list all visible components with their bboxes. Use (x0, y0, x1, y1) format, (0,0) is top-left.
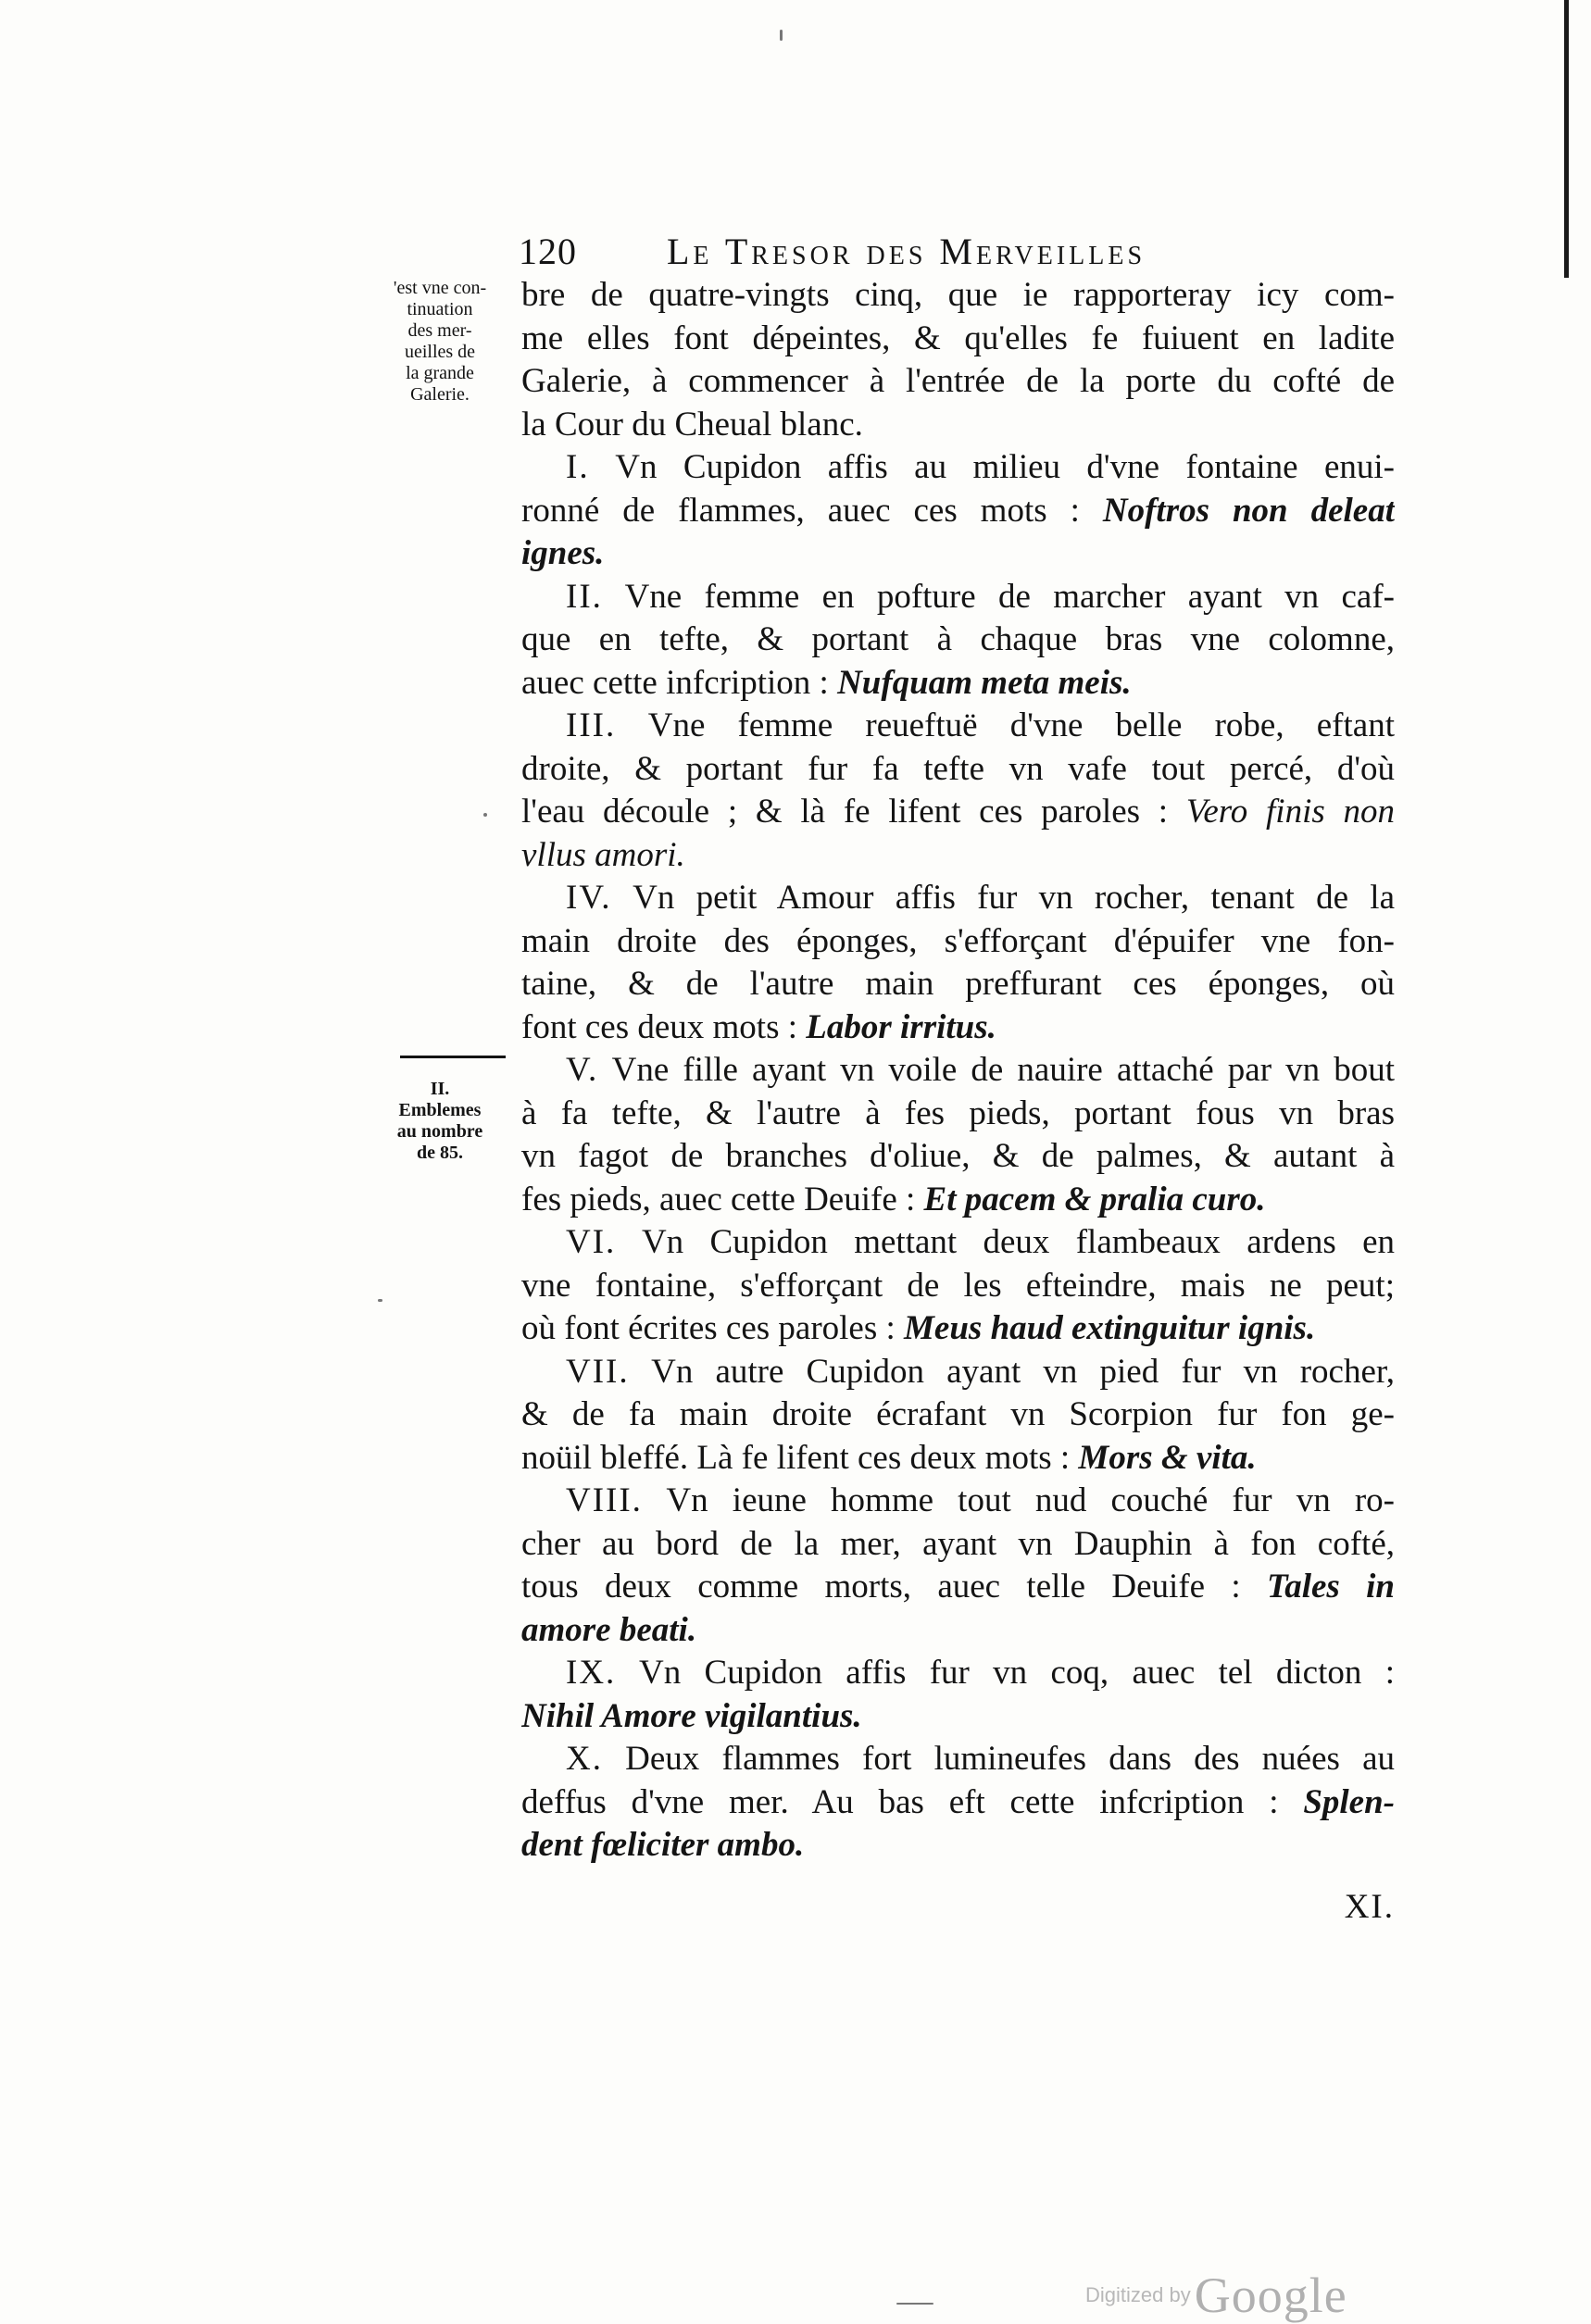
text-line: Galerie, à commencer à l'entrée de la porte du cofté de (521, 362, 1395, 400)
emblem-4-line (521, 1006, 1395, 1050)
emblem-text: Vne femme en pofture de marcher ayant vn caf- (624, 577, 1395, 616)
emblem-8-line (521, 1480, 1395, 1523)
google-logo: Google (1194, 2268, 1347, 2323)
emblem-motto: Meus haud extinguitur ignis. (904, 1309, 1316, 1347)
emblem-4-line (521, 877, 1395, 920)
emblem-text: fes pieds, auec cette Deuife : (521, 1180, 916, 1218)
emblem-motto: dent fœliciter ambo. (521, 1826, 805, 1864)
emblem-6-line (521, 1307, 1395, 1351)
emblem-4-line: main droite des éponges, s'efforçant d'épuifer vne fon- (521, 921, 1395, 960)
page-number: 120 (519, 231, 577, 272)
emblem-numeral: V. (566, 1051, 599, 1089)
emblem-2-line (521, 576, 1395, 619)
digitized-watermark (1085, 2267, 1347, 2323)
ink-speck (780, 30, 783, 41)
emblem-7-line (521, 1437, 1395, 1481)
margin-note-line: ueilles de (404, 342, 476, 362)
emblem-1-line (521, 490, 1395, 533)
emblem-text: Vn autre Cupidon ayant vn pied fur vn rocher, (651, 1352, 1395, 1391)
emblem-text: Vn Cupidon affis au milieu d'vne fontaine enui- (615, 448, 1395, 486)
emblem-motto: Splen- (1303, 1782, 1395, 1821)
margin-note-line: Emblemes (398, 1100, 482, 1120)
emblem-3-line (521, 834, 1395, 878)
emblem-5-line: à fa tefte, & l'autre à fes pieds, portant fous vn bras (521, 1093, 1395, 1132)
emblem-5-line (521, 1049, 1395, 1093)
emblem-2-line: que en tefte, & portant à chaque bras vne colomne, (521, 620, 1395, 658)
emblem-text: Vn ieune homme tout nud couché fur vn ro- (666, 1481, 1395, 1519)
emblem-6-line: vne fontaine, s'efforçant de les efteindre, mais ne peut; (521, 1266, 1395, 1305)
page-edge-line (1564, 0, 1569, 278)
emblem-numeral: III. (566, 706, 617, 744)
margin-rule (400, 1056, 506, 1058)
margin-note-line: des mer- (407, 320, 472, 341)
emblem-text: Deux flammes fort lumineufes dans des nuées au (625, 1740, 1395, 1778)
emblem-motto: amore beati. (521, 1610, 697, 1649)
emblem-9-line (521, 1695, 1395, 1739)
emblem-2-line (521, 662, 1395, 706)
emblem-6-line (521, 1221, 1395, 1265)
emblem-numeral: II. (566, 577, 603, 616)
emblem-8-line (521, 1566, 1395, 1609)
emblem-4-line: taine, & de l'autre main preffurant ces éponges, où (521, 965, 1395, 1003)
emblem-3-line (521, 791, 1395, 834)
emblem-9-line (521, 1652, 1395, 1695)
digitized-by-text: Digitized by (1085, 2283, 1191, 2306)
margin-note-line: de 85. (417, 1143, 463, 1163)
emblem-numeral: X. (566, 1740, 603, 1778)
ink-speck (483, 813, 487, 817)
emblem-text: Vn petit Amour affis fur vn rocher, tenant de la (633, 879, 1395, 917)
emblem-text: Vne fille ayant vn voile de nauire attaché par vn bout (611, 1051, 1395, 1089)
emblem-text: ronné de flammes, auec ces mots : (521, 491, 1080, 530)
emblem-3-line (521, 705, 1395, 748)
emblem-numeral: VI. (566, 1223, 617, 1261)
emblem-motto: vllus amori. (521, 835, 685, 874)
ink-speck (896, 2303, 933, 2305)
margin-note-continuation (370, 278, 509, 406)
emblem-10-line (521, 1824, 1395, 1868)
emblem-1-line (521, 532, 1395, 576)
emblem-text: l'eau découle ; & là fe lifent ces paroles : (521, 793, 1169, 831)
emblem-5-line: vn fagot de branches d'oliue, & de palmes, & autant à (521, 1137, 1395, 1175)
emblem-motto: Mors & vita. (1078, 1438, 1257, 1477)
emblem-8-line (521, 1609, 1395, 1653)
body-text (521, 274, 1395, 1868)
margin-note-emblems (370, 1079, 509, 1164)
emblem-3-line: droite, & portant fur fa tefte vn vafe tout percé, d'où (521, 749, 1395, 788)
text-line: me elles font dépeintes, & qu'elles fe fuiuent en ladite (521, 319, 1395, 357)
emblem-motto: Noftros non deleat (1102, 491, 1395, 530)
emblem-numeral: VII. (566, 1352, 630, 1391)
emblem-motto: Vero finis non (1185, 793, 1395, 831)
margin-note-line: Galerie. (410, 384, 470, 405)
emblem-7-line: & de fa main droite écrafant vn Scorpion fur fon ge- (521, 1395, 1395, 1433)
margin-note-line: tinuation (407, 299, 473, 319)
emblem-numeral: IX. (566, 1654, 617, 1692)
emblem-motto: Tales in (1267, 1568, 1395, 1606)
emblem-10-line (521, 1738, 1395, 1781)
emblem-7-line (521, 1351, 1395, 1394)
emblem-text: tous deux comme morts, auec telle Deuife : (521, 1568, 1241, 1606)
ink-speck (378, 1299, 382, 1302)
emblem-text: auec cette infcription : (521, 663, 829, 702)
emblem-text: noüil bleffé. Là fe lifent ces deux mots : (521, 1438, 1071, 1477)
emblem-text: font ces deux mots : (521, 1007, 798, 1046)
emblem-text: où font écrites ces paroles : (521, 1309, 896, 1347)
running-title: Le Tresor des Merveilles (667, 231, 1146, 272)
text-line: la Cour du Cheual blanc. (521, 405, 863, 444)
margin-note-line: la grande (406, 363, 474, 383)
emblem-motto: Et pacem & pralia curo. (923, 1180, 1266, 1218)
emblem-numeral: I. (566, 448, 590, 486)
emblem-numeral: IV. (566, 879, 612, 917)
margin-note-line: au nombre (396, 1121, 483, 1142)
emblem-text: Vn Cupidon mettant deux flambeaux ardens en (641, 1223, 1395, 1261)
emblem-8-line: cher au bord de la mer, ayant vn Dauphin à fon cofté, (521, 1524, 1395, 1563)
emblem-text: Vn Cupidon affis fur vn coq, auec tel dicton : (638, 1654, 1395, 1692)
emblem-numeral: VIII. (566, 1481, 643, 1519)
emblem-text: deffus d'vne mer. Au bas eft cette infcription : (521, 1782, 1279, 1821)
margin-note-line: 'est vne con- (393, 278, 487, 298)
emblem-motto: Nufquam meta meis. (837, 663, 1132, 702)
emblem-10-line (521, 1781, 1395, 1825)
emblem-motto: Labor irritus. (806, 1007, 996, 1046)
emblem-1-line (521, 446, 1395, 490)
emblem-text: Vne femme reueftuë d'vne belle robe, eftant (647, 706, 1395, 744)
margin-note-line: II. (430, 1079, 450, 1099)
text-line: bre de quatre-vingts cinq, que ie rapporteray icy com- (521, 276, 1395, 314)
emblem-motto: Nihil Amore vigilantius. (521, 1696, 862, 1735)
emblem-motto: ignes. (521, 534, 605, 572)
catchword: XI. (1344, 1888, 1395, 1926)
emblem-5-line (521, 1179, 1395, 1222)
